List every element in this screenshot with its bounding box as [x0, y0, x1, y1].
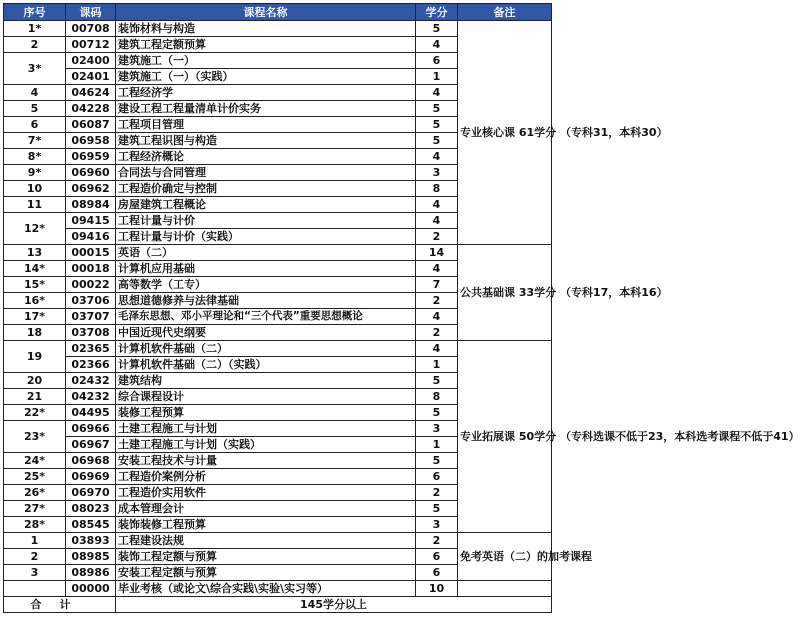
course-name: 建筑结构 — [116, 373, 416, 389]
course-code: 09416 — [66, 229, 116, 245]
course-code: 06962 — [66, 181, 116, 197]
course-credits: 4 — [416, 37, 458, 53]
row-number: 21 — [4, 389, 66, 405]
total-row — [4, 597, 552, 613]
course-name: 工程建设法规 — [116, 533, 416, 549]
row-number: 6 — [4, 117, 66, 133]
group-note-extension: 专业拓展课 50学分 （专科选课不低于23，本科选考课程不低于41） — [458, 341, 552, 533]
course-credits: 5 — [416, 453, 458, 469]
course-name: 装饰装修工程预算 — [116, 517, 416, 533]
row-number: 1* — [4, 21, 66, 37]
course-code: 06960 — [66, 165, 116, 181]
course-credits: 2 — [416, 533, 458, 549]
course-code: 00708 — [66, 21, 116, 37]
course-name: 安装工程定额与预算 — [116, 565, 416, 581]
course-name: 装饰工程定额与预算 — [116, 549, 416, 565]
course-code: 00015 — [66, 245, 116, 261]
course-name: 工程经济学 — [116, 85, 416, 101]
course-credits: 4 — [416, 149, 458, 165]
group-note-public: 公共基础课 33学分 （专科17，本科16） — [458, 245, 552, 341]
row-number: 15* — [4, 277, 66, 293]
course-credits: 5 — [416, 21, 458, 37]
course-name: 毛泽东思想、邓小平理论和“三个代表”重要思想概论 — [116, 309, 416, 325]
course-credits: 5 — [416, 373, 458, 389]
course-credits: 1 — [416, 357, 458, 373]
course-code: 00000 — [66, 581, 116, 597]
row-number: 11 — [4, 197, 66, 213]
course-name: 成本管理会计 — [116, 501, 416, 517]
course-code: 03893 — [66, 533, 116, 549]
row-number: 7* — [4, 133, 66, 149]
total-value: 145学分以上 — [116, 597, 552, 613]
course-code: 06958 — [66, 133, 116, 149]
course-credits: 2 — [416, 325, 458, 341]
course-code: 03707 — [66, 309, 116, 325]
course-code: 00018 — [66, 261, 116, 277]
course-name: 建筑施工（一） — [116, 53, 416, 69]
course-code: 09415 — [66, 213, 116, 229]
course-name: 综合课程设计 — [116, 389, 416, 405]
course-name: 计算机应用基础 — [116, 261, 416, 277]
course-code: 02400 — [66, 53, 116, 69]
course-credits: 1 — [416, 69, 458, 85]
row-number: 14* — [4, 261, 66, 277]
row-number: 28* — [4, 517, 66, 533]
course-credits: 8 — [416, 389, 458, 405]
row-number: 27* — [4, 501, 66, 517]
course-code: 06087 — [66, 117, 116, 133]
row-number: 8* — [4, 149, 66, 165]
course-code: 06969 — [66, 469, 116, 485]
course-credits: 3 — [416, 421, 458, 437]
course-name: 工程经济概论 — [116, 149, 416, 165]
course-credits: 4 — [416, 261, 458, 277]
empty-note-cell — [458, 581, 552, 597]
course-code: 08986 — [66, 565, 116, 581]
row-number: 10 — [4, 181, 66, 197]
course-code: 08545 — [66, 517, 116, 533]
course-name: 工程计量与计价 — [116, 213, 416, 229]
course-name: 英语（二） — [116, 245, 416, 261]
row-number: 3* — [4, 53, 66, 85]
course-code: 04228 — [66, 101, 116, 117]
course-code: 04495 — [66, 405, 116, 421]
row-number: 26* — [4, 485, 66, 501]
row-number — [4, 581, 66, 597]
course-credits: 2 — [416, 293, 458, 309]
course-credits: 5 — [416, 101, 458, 117]
row-number: 16* — [4, 293, 66, 309]
header-remarks: 备注 — [458, 4, 552, 21]
course-credits: 5 — [416, 117, 458, 133]
course-credits: 5 — [416, 501, 458, 517]
course-name: 毕业考核（或论文\综合实践\实验\实习等） — [116, 581, 416, 597]
course-code: 08985 — [66, 549, 116, 565]
course-credits: 7 — [416, 277, 458, 293]
course-code: 04232 — [66, 389, 116, 405]
course-code: 08023 — [66, 501, 116, 517]
course-name: 合同法与合同管理 — [116, 165, 416, 181]
course-name: 高等数学（工专） — [116, 277, 416, 293]
row-number: 17* — [4, 309, 66, 325]
row-number: 18 — [4, 325, 66, 341]
course-name: 工程造价确定与控制 — [116, 181, 416, 197]
course-name: 建筑施工（一）（实践） — [116, 69, 416, 85]
course-credits: 10 — [416, 581, 458, 597]
course-credits: 4 — [416, 309, 458, 325]
course-code: 02366 — [66, 357, 116, 373]
group-note-core: 专业核心课 61学分 （专科31，本科30） — [458, 21, 552, 245]
course-name: 工程项目管理 — [116, 117, 416, 133]
header-number: 序号 — [4, 4, 66, 21]
course-name: 土建工程施工与计划 — [116, 421, 416, 437]
row-number: 2 — [4, 549, 66, 565]
total-label: 合计 — [4, 597, 116, 613]
course-credits: 2 — [416, 229, 458, 245]
course-name: 工程造价实用软件 — [116, 485, 416, 501]
course-credits: 5 — [416, 405, 458, 421]
course-credits: 8 — [416, 181, 458, 197]
course-name: 土建工程施工与计划（实践） — [116, 437, 416, 453]
course-code: 04624 — [66, 85, 116, 101]
course-credits: 6 — [416, 469, 458, 485]
row-number: 25* — [4, 469, 66, 485]
table-row — [4, 245, 552, 261]
course-name: 工程造价案例分析 — [116, 469, 416, 485]
course-name: 工程计量与计价（实践） — [116, 229, 416, 245]
course-credits: 6 — [416, 53, 458, 69]
row-number: 4 — [4, 85, 66, 101]
course-credits: 2 — [416, 485, 458, 501]
course-credits: 5 — [416, 133, 458, 149]
course-name: 建设工程工程量清单计价实务 — [116, 101, 416, 117]
course-credits: 3 — [416, 517, 458, 533]
course-code: 02432 — [66, 373, 116, 389]
group-note-english-exempt: 免考英语（二）的加考课程 — [458, 533, 552, 581]
course-code: 03706 — [66, 293, 116, 309]
course-credits: 4 — [416, 341, 458, 357]
course-name: 装修工程预算 — [116, 405, 416, 421]
course-credits: 3 — [416, 165, 458, 181]
course-name: 安装工程技术与计量 — [116, 453, 416, 469]
course-code: 06959 — [66, 149, 116, 165]
course-credits: 6 — [416, 565, 458, 581]
row-number: 1 — [4, 533, 66, 549]
table-row — [4, 533, 552, 549]
row-number: 19 — [4, 341, 66, 373]
row-number: 23* — [4, 421, 66, 453]
course-code: 08984 — [66, 197, 116, 213]
row-number: 3 — [4, 565, 66, 581]
curriculum-table-container — [3, 3, 800, 613]
course-code: 02401 — [66, 69, 116, 85]
course-code: 06967 — [66, 437, 116, 453]
course-credits: 4 — [416, 197, 458, 213]
row-number: 20 — [4, 373, 66, 389]
course-code: 00022 — [66, 277, 116, 293]
row-number: 13 — [4, 245, 66, 261]
course-name: 中国近现代史纲要 — [116, 325, 416, 341]
course-name: 装饰材料与构造 — [116, 21, 416, 37]
course-code: 06966 — [66, 421, 116, 437]
row-number: 22* — [4, 405, 66, 421]
course-name: 建筑工程定额预算 — [116, 37, 416, 53]
course-code: 03708 — [66, 325, 116, 341]
course-name: 思想道德修养与法律基础 — [116, 293, 416, 309]
course-code: 00712 — [66, 37, 116, 53]
table-row — [4, 21, 552, 37]
header-credits: 学分 — [416, 4, 458, 21]
course-code: 06968 — [66, 453, 116, 469]
table-row — [4, 341, 552, 357]
table-row — [4, 581, 552, 597]
row-number: 9* — [4, 165, 66, 181]
course-name: 计算机软件基础（二） — [116, 341, 416, 357]
course-name: 计算机软件基础（二）（实践） — [116, 357, 416, 373]
row-number: 12* — [4, 213, 66, 245]
header-course-name: 课程名称 — [116, 4, 416, 21]
course-credits: 1 — [416, 437, 458, 453]
course-credits: 14 — [416, 245, 458, 261]
course-code: 06970 — [66, 485, 116, 501]
course-credits: 6 — [416, 549, 458, 565]
row-number: 2 — [4, 37, 66, 53]
course-name: 建筑工程识图与构造 — [116, 133, 416, 149]
course-code: 02365 — [66, 341, 116, 357]
row-number: 24* — [4, 453, 66, 469]
row-number: 5 — [4, 101, 66, 117]
header-row — [4, 4, 552, 21]
curriculum-table — [3, 3, 800, 613]
course-credits: 4 — [416, 85, 458, 101]
course-credits: 4 — [416, 213, 458, 229]
course-name: 房屋建筑工程概论 — [116, 197, 416, 213]
header-code: 课码 — [66, 4, 116, 21]
